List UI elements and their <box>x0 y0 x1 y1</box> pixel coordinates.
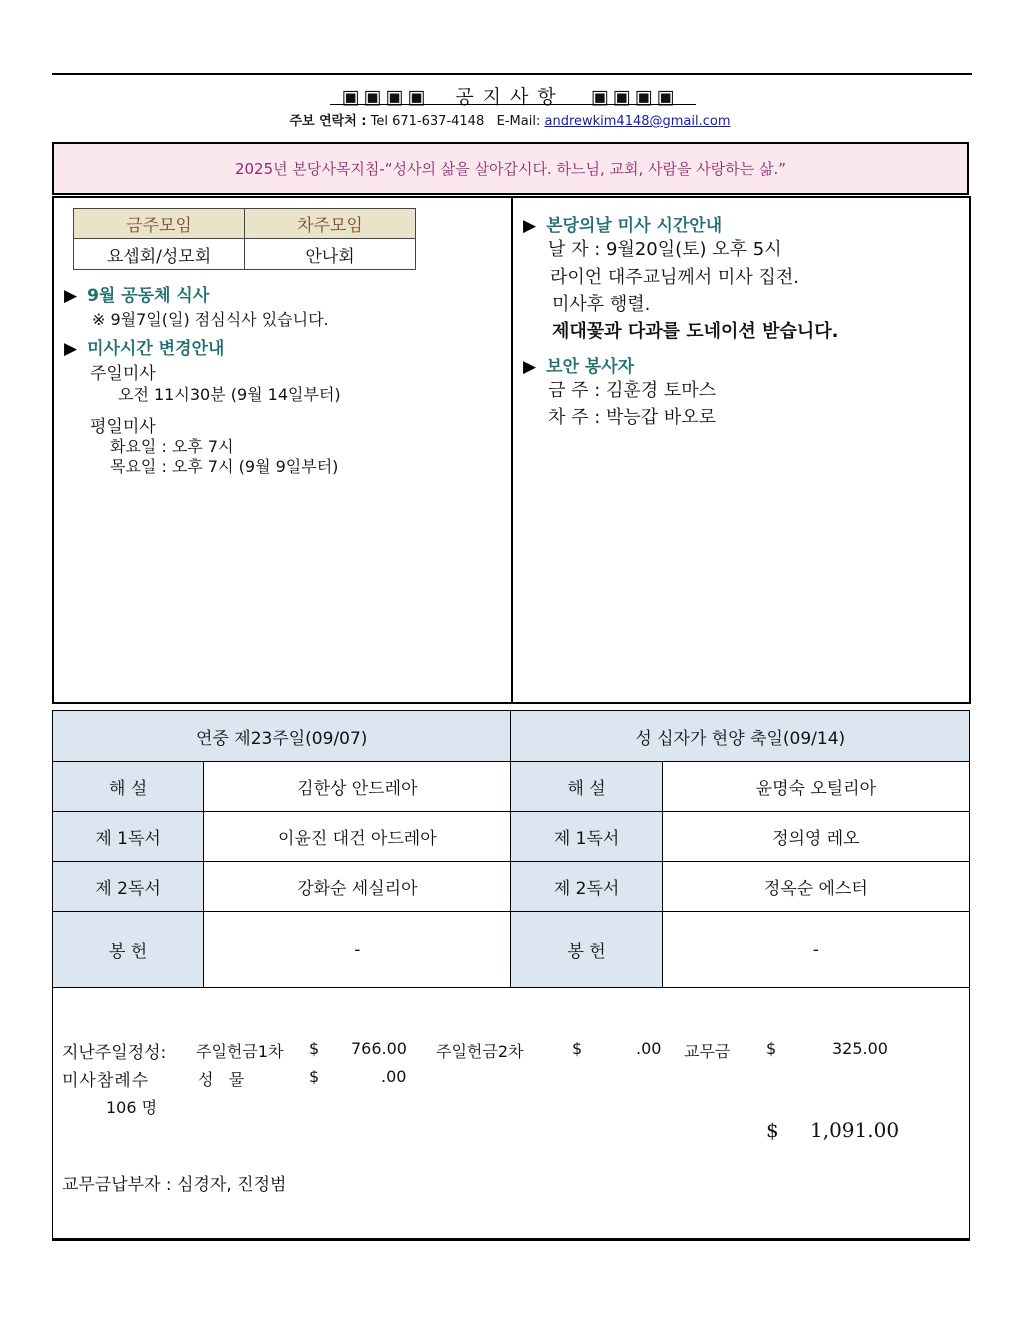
role-next-week: 정옥순 에스터 <box>662 862 969 912</box>
meeting-this-week: 요셉회/성모회 <box>74 239 245 270</box>
title-deco-right: ▣▣▣▣ <box>590 86 679 108</box>
table-row <box>53 862 970 912</box>
bottom-rule <box>52 1238 970 1245</box>
role-label: 해 설 <box>511 762 662 812</box>
attendance-label: 미사참례수 <box>62 1071 150 1091</box>
role-this-week: - <box>204 912 511 988</box>
title-deco-left: ▣▣▣▣ <box>341 86 430 108</box>
role-label: 제 2독서 <box>511 862 662 912</box>
mass-time-heading: ▶ 미사시간 변경안내 <box>64 339 225 359</box>
parish-dues-amount: 325.00 <box>832 1039 888 1058</box>
table-row <box>53 912 970 988</box>
parish-day-line3: 미사후 행렬. <box>552 294 651 315</box>
parish-day-line2: 라이언 대주교님께서 미사 집전. <box>550 267 799 288</box>
role-this-week: 김한상 안드레아 <box>204 762 511 812</box>
goods-amount: .00 <box>381 1067 407 1086</box>
role-label: 봉 헌 <box>53 912 204 988</box>
meeting-header-next-week: 차주모임 <box>245 209 416 239</box>
parish-dues-currency: $ <box>766 1039 777 1058</box>
email-link[interactable]: andrewkim4148@gmail.com <box>544 114 731 129</box>
parish-day-line4: 제대꽃과 다과를 도네이션 받습니다. <box>552 321 839 342</box>
role-label: 봉 헌 <box>511 912 662 988</box>
parish-day-date: 날 자 : 9월20일(토) 오후 5시 <box>548 239 782 260</box>
email-label: E-Mail: <box>496 114 541 129</box>
title-text: 공지사항 <box>455 86 565 108</box>
first-collection-label: 주일헌금1차 <box>196 1042 284 1061</box>
role-next-week: 정의영 레오 <box>662 812 969 862</box>
top-rule <box>52 73 972 75</box>
table-row <box>53 762 970 812</box>
goods-label: 성 물 <box>198 1070 245 1089</box>
role-this-week: 강화순 세실리아 <box>204 862 511 912</box>
role-label: 제 2독서 <box>53 862 204 912</box>
second-collection-label: 주일헌금2차 <box>436 1042 524 1061</box>
meetings-table <box>73 208 416 270</box>
bullet-arrow-icon: ▶ <box>64 339 78 359</box>
table-row <box>53 812 970 862</box>
parish-day-heading: ▶ 본당의날 미사 시간안내 <box>523 216 723 236</box>
parish-dues-label: 교무금 <box>684 1042 731 1061</box>
contact-tel: Tel 671-637-4148 <box>370 114 485 129</box>
second-collection-amount: .00 <box>636 1039 662 1058</box>
dues-payers-label: 교무금납부자 : <box>62 1175 172 1195</box>
second-collection-currency: $ <box>572 1039 583 1058</box>
weekday-mass-thursday: 목요일 : 오후 7시 (9월 9일부터) <box>110 457 339 476</box>
contact-label: 주보 연락처 : <box>289 114 367 129</box>
schedule-header-this-week: 연중 제23주일(09/07) <box>53 711 511 762</box>
sunday-mass-label: 주일미사 <box>90 364 156 384</box>
meeting-header-this-week: 금주모임 <box>74 209 245 239</box>
role-this-week: 이윤진 대건 아드레아 <box>204 812 511 862</box>
role-label: 해 설 <box>53 762 204 812</box>
bullet-arrow-icon: ▶ <box>523 216 537 236</box>
bullet-arrow-icon: ▶ <box>523 357 537 377</box>
role-next-week: 윤명숙 오틸리아 <box>662 762 969 812</box>
security-next-week: 차 주 : 박능갑 바오로 <box>548 407 717 428</box>
total-currency: $ <box>766 1118 779 1142</box>
pastoral-motto: 2025년 본당사목지침-“성사의 삶을 살아갑시다. 하느님, 교회, 사람을 사랑하는 삶.” <box>52 142 969 195</box>
dues-payers-names: 심경자, 진정범 <box>177 1175 287 1195</box>
title-underline <box>330 104 696 105</box>
role-label: 제 1독서 <box>53 812 204 862</box>
community-meal-text: ※ 9월7일(일) 점심식사 있습니다. <box>92 310 329 329</box>
weekday-mass-tuesday: 화요일 : 오후 7시 <box>110 437 234 456</box>
reader-schedule-table <box>52 710 970 988</box>
dues-payers <box>62 1170 286 1195</box>
goods-currency: $ <box>309 1067 320 1086</box>
role-next-week: - <box>662 912 969 988</box>
security-volunteer-heading: ▶ 보안 봉사자 <box>523 357 635 377</box>
schedule-header-next-week: 성 십자가 현양 축일(09/14) <box>511 711 970 762</box>
offering-label: 지난주일정성: <box>62 1043 167 1063</box>
sunday-mass-time: 오전 11시30분 (9월 14일부터) <box>118 385 341 404</box>
community-meal-heading: ▶ 9월 공동체 식사 <box>64 286 210 306</box>
first-collection-amount: 766.00 <box>351 1039 407 1058</box>
contact-line <box>0 110 1020 129</box>
meeting-next-week: 안나회 <box>245 239 416 270</box>
weekday-mass-label: 평일미사 <box>90 417 156 437</box>
role-label: 제 1독서 <box>511 812 662 862</box>
offering-box <box>52 988 970 1240</box>
total-amount: 1,091.00 <box>810 1118 900 1142</box>
attendance-count: 106 명 <box>106 1098 158 1117</box>
security-this-week: 금 주 : 김훈경 토마스 <box>548 380 717 401</box>
first-collection-currency: $ <box>309 1039 320 1058</box>
bullet-arrow-icon: ▶ <box>64 286 78 306</box>
